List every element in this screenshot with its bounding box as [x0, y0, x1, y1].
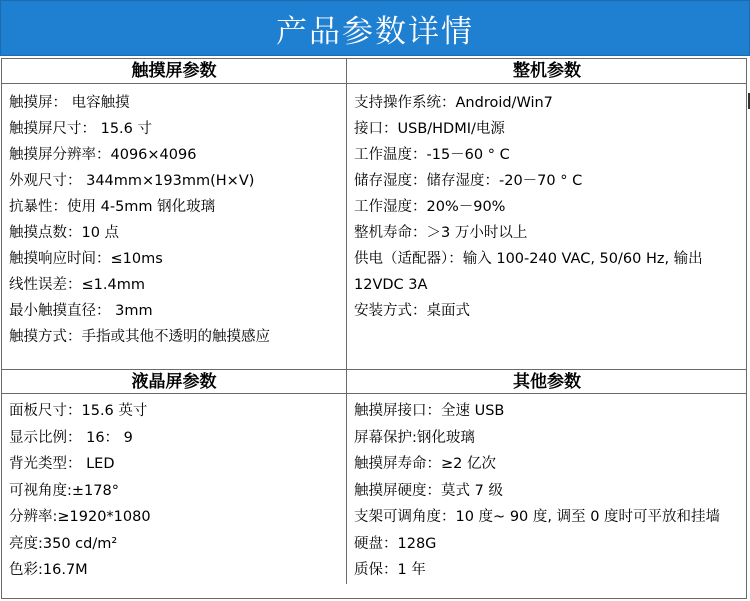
- title-banner: [0, 0, 750, 56]
- spec-row: 触摸屏寿命：≥2 亿次: [354, 456, 496, 472]
- spec-row: 线性误差：≤1.4mm: [9, 277, 145, 293]
- machine-section-header: 整机参数: [347, 59, 747, 84]
- spec-row: 触摸响应时间：≤10ms: [9, 251, 163, 267]
- right-column: [346, 59, 747, 584]
- spec-row: 触摸屏硬度：莫式 7 级: [354, 482, 503, 499]
- spec-row: 接口：USB/HDMI/电源: [354, 121, 505, 137]
- spec-row: 工作湿度：20%－90%: [354, 199, 506, 215]
- spec-row: 外观尺寸： 344mm×193mm(H×V): [9, 173, 255, 189]
- spec-row: 质保：1 年: [354, 562, 426, 578]
- spec-row: 面板尺寸：15.6 英寸: [9, 403, 148, 419]
- spec-row: 背光类型： LED: [9, 456, 115, 472]
- spec-row: 工作温度：-15－60 ° C: [354, 147, 510, 163]
- spec-row: 最小触摸直径： 3mm: [9, 303, 153, 319]
- other-section-header: 其他参数: [347, 369, 747, 394]
- spec-row: 触摸点数：10 点: [9, 225, 120, 241]
- spec-row: 抗暴性：使用 4-5mm 钢化玻璃: [9, 199, 216, 215]
- spec-row: 触摸屏分辨率：4096×4096: [9, 147, 197, 163]
- machine-rows: [347, 84, 747, 324]
- spec-table: [1, 58, 747, 599]
- other-rows: [347, 394, 747, 584]
- spec-row: 亮度:350 cd/m²: [9, 535, 118, 552]
- spec-row: 安装方式：桌面式: [354, 303, 470, 319]
- spec-row: 整机寿命：＞3 万小时以上: [354, 225, 528, 241]
- spec-row: 硬盘：128G: [354, 535, 437, 552]
- spec-row: 供电（适配器）：输入 100-240 VAC, 50/60 Hz, 输出 12VDC 3A: [354, 251, 703, 293]
- spec-row: 储存湿度：储存湿度：-20－70 ° C: [354, 173, 583, 189]
- other-section: [347, 369, 747, 584]
- spec-row: 显示比例： 16： 9: [9, 429, 133, 446]
- page-title: 产品参数详情: [276, 13, 474, 50]
- lcd-section: [2, 369, 346, 584]
- touch-section: [2, 59, 346, 369]
- lcd-section-header: 液晶屏参数: [2, 369, 346, 394]
- spec-row: 可视角度:±178°: [9, 482, 119, 499]
- lcd-rows: [2, 394, 346, 584]
- spec-row: 屏幕保护:钢化玻璃: [354, 429, 475, 446]
- spec-row: 支持操作系统：Android/Win7: [354, 95, 553, 111]
- touch-section-header: 触摸屏参数: [2, 59, 346, 84]
- spec-row: 分辨率:≥1920*1080: [9, 509, 151, 525]
- spec-row: 支架可调角度：10 度~ 90 度, 调至 0 度时可平放和挂墙: [354, 509, 721, 525]
- spec-row: 触摸屏： 电容触摸: [9, 95, 130, 111]
- spec-row: 触摸方式：手指或其他不透明的触摸感应: [9, 329, 270, 345]
- spec-row: 色彩:16.7M: [9, 562, 88, 578]
- spec-row: 触摸屏接口：全速 USB: [354, 403, 505, 419]
- spec-row: 触摸屏尺寸： 15.6 寸: [9, 121, 153, 137]
- machine-section: [347, 59, 747, 369]
- touch-rows: [2, 84, 346, 350]
- left-column: [2, 59, 346, 584]
